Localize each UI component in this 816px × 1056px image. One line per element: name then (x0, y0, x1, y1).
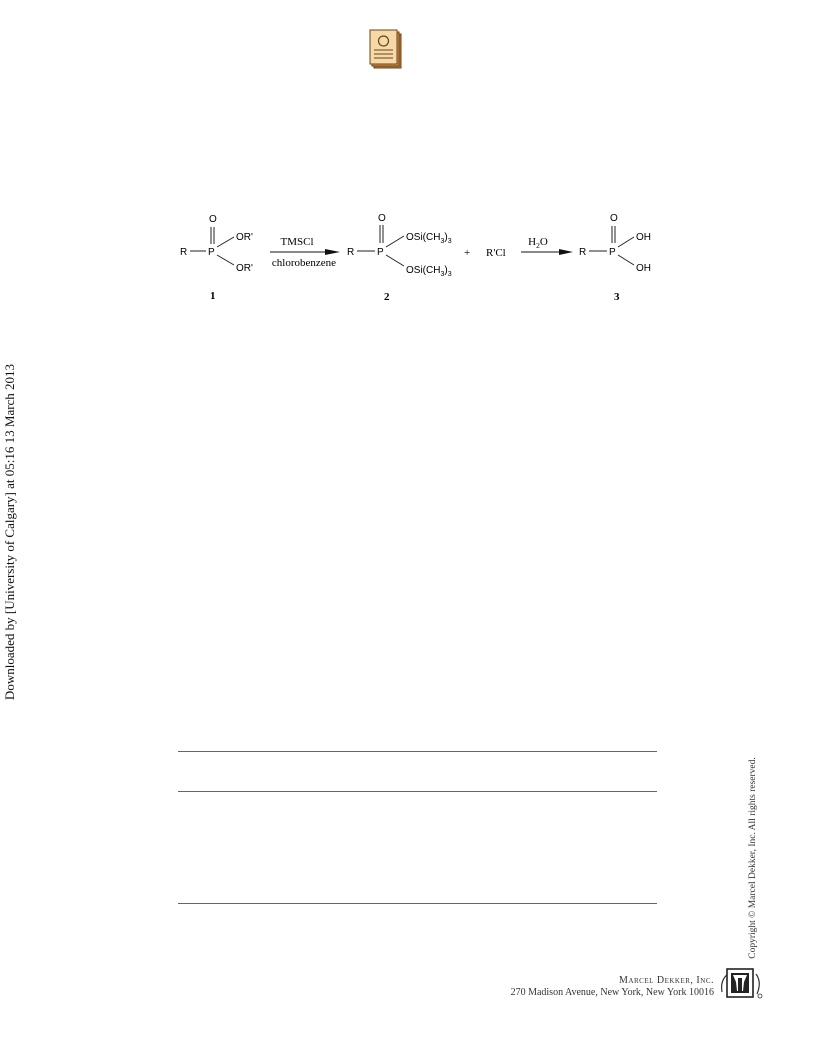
c3-r-label: R (579, 247, 587, 258)
c1-number: 1 (210, 290, 216, 302)
c3-o-label: O (610, 213, 618, 224)
reagent-2: $H_2O$ (528, 236, 548, 250)
c3-number: 3 (614, 291, 620, 303)
compound-1 (180, 214, 253, 302)
c2-o-label: O (378, 213, 386, 224)
document-icon (369, 29, 403, 70)
c3-sub-bottom: OH (636, 263, 651, 274)
publisher-footer (511, 975, 714, 999)
table-rule-middle (178, 791, 657, 792)
c1-r-label: R (180, 247, 188, 258)
c2-r-label: R (347, 247, 355, 258)
c1-sub-bottom: OR' (236, 263, 253, 274)
arrow-1 (270, 236, 340, 269)
compound-2 (347, 213, 452, 303)
c2-p-label: P (377, 247, 384, 258)
c2-sub-top: $OSi(CH_3)_3$ (406, 232, 452, 245)
c3-p-label: P (609, 247, 616, 258)
copyright-text: Copyright © Marcel Dekker, Inc. All rights reserved. (748, 757, 758, 959)
publisher-address: 270 Madison Avenue, New York, New York 10016 (510, 987, 714, 998)
c1-o-label: O (209, 214, 217, 225)
c3-sub-top: OH (636, 232, 651, 243)
c1-sub-top: OR' (236, 232, 253, 243)
compound-3 (579, 213, 651, 303)
c1-p-label: P (208, 247, 215, 258)
download-note-text: Downloaded by [University of Calgary] at 05:16 13 March 2013 (2, 363, 17, 701)
table-rule-bottom (178, 903, 657, 904)
c2-sub-bottom: $OSi(CH_3)_3$ (406, 265, 452, 278)
c2-number: 2 (384, 291, 390, 303)
arrow-2 (521, 236, 573, 255)
reaction-scheme (170, 205, 660, 310)
plus-sign: + (464, 247, 471, 259)
reagent-1-bottom: chlorobenzene (271, 257, 337, 269)
publisher-logo-icon (718, 966, 764, 1000)
reagent-1-top: TMSCl (280, 236, 314, 248)
table-rule-top (178, 751, 657, 752)
byproduct: R'Cl (486, 247, 506, 259)
publisher-name: Marcel Dekker, Inc. (619, 975, 714, 986)
